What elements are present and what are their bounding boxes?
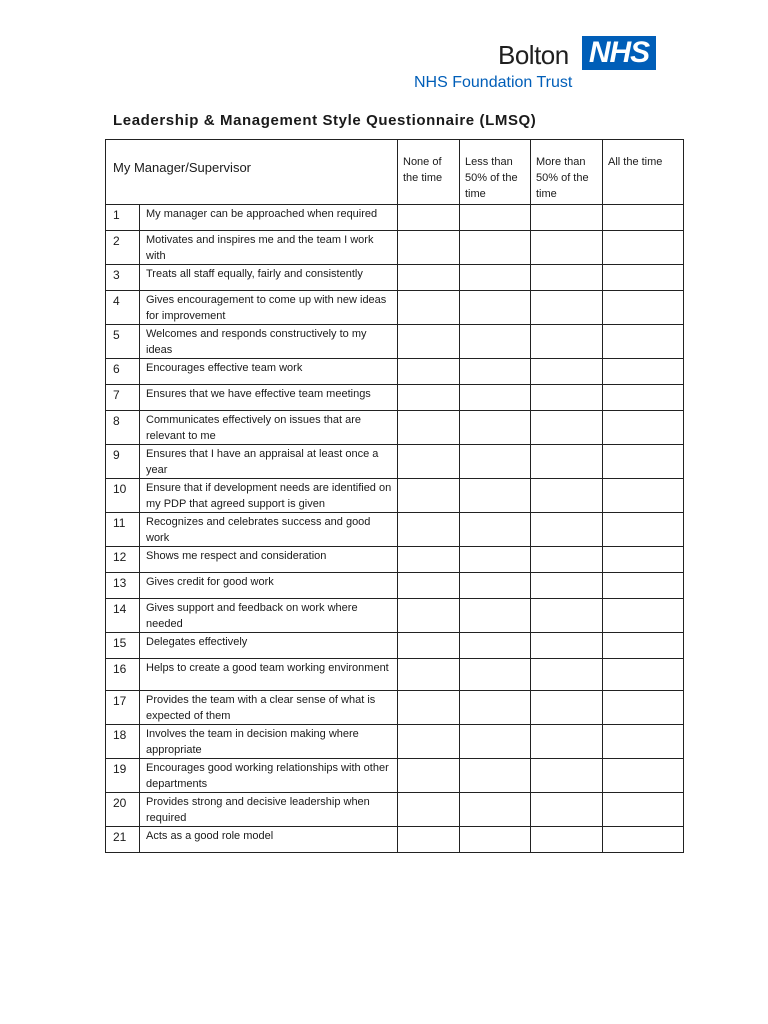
response-cell-more-than-50[interactable]: [531, 513, 603, 547]
response-cell-more-than-50[interactable]: [531, 725, 603, 759]
header-my-manager: My Manager/Supervisor: [106, 140, 398, 205]
response-cell-all-the-time[interactable]: [603, 759, 684, 793]
row-statement: Gives encouragement to come up with new ideas for improvement: [140, 291, 398, 325]
row-number: 21: [106, 827, 140, 853]
response-cell-all-the-time[interactable]: [603, 573, 684, 599]
row-number: 6: [106, 359, 140, 385]
response-cell-less-than-50[interactable]: [460, 265, 531, 291]
response-cell-all-the-time[interactable]: [603, 479, 684, 513]
table-row: [106, 205, 684, 231]
response-cell-more-than-50[interactable]: [531, 691, 603, 725]
row-statement: Gives support and feedback on work where needed: [140, 599, 398, 633]
response-cell-all-the-time[interactable]: [603, 547, 684, 573]
response-cell-all-the-time[interactable]: [603, 659, 684, 691]
row-statement: Ensure that if development needs are identified on my PDP that agreed support is given: [140, 479, 398, 513]
header-more-than-50: More than 50% of the time: [531, 140, 603, 205]
response-cell-less-than-50[interactable]: [460, 759, 531, 793]
row-number: 18: [106, 725, 140, 759]
response-cell-all-the-time[interactable]: [603, 691, 684, 725]
response-cell-all-the-time[interactable]: [603, 291, 684, 325]
response-cell-more-than-50[interactable]: [531, 759, 603, 793]
table-row: [106, 359, 684, 385]
row-number: 4: [106, 291, 140, 325]
response-cell-more-than-50[interactable]: [531, 827, 603, 853]
table-row: [106, 547, 684, 573]
logo-bolton-text: Bolton: [498, 40, 569, 70]
response-cell-more-than-50[interactable]: [531, 445, 603, 479]
table-header-row: [106, 140, 684, 205]
response-cell-all-the-time[interactable]: [603, 411, 684, 445]
table-row: [106, 291, 684, 325]
response-cell-all-the-time[interactable]: [603, 633, 684, 659]
row-statement: Involves the team in decision making where appropriate: [140, 725, 398, 759]
row-number: 16: [106, 659, 140, 691]
response-cell-none-of-the-time[interactable]: [398, 691, 460, 725]
header-all-the-time: All the time: [603, 140, 684, 205]
response-cell-none-of-the-time[interactable]: [398, 599, 460, 633]
row-number: 13: [106, 573, 140, 599]
response-cell-more-than-50[interactable]: [531, 573, 603, 599]
row-statement: Motivates and inspires me and the team I work with: [140, 231, 398, 265]
response-cell-all-the-time[interactable]: [603, 231, 684, 265]
response-cell-less-than-50[interactable]: [460, 445, 531, 479]
response-cell-less-than-50[interactable]: [460, 659, 531, 691]
response-cell-more-than-50[interactable]: [531, 231, 603, 265]
response-cell-more-than-50[interactable]: [531, 633, 603, 659]
response-cell-less-than-50[interactable]: [460, 513, 531, 547]
response-cell-all-the-time[interactable]: [603, 599, 684, 633]
response-cell-none-of-the-time[interactable]: [398, 547, 460, 573]
row-number: 8: [106, 411, 140, 445]
row-statement: Acts as a good role model: [140, 827, 398, 853]
response-cell-all-the-time[interactable]: [603, 725, 684, 759]
row-number: 9: [106, 445, 140, 479]
response-cell-less-than-50[interactable]: [460, 793, 531, 827]
table-row: [106, 231, 684, 265]
row-statement: Encourages effective team work: [140, 359, 398, 385]
response-cell-less-than-50[interactable]: [460, 573, 531, 599]
response-cell-none-of-the-time[interactable]: [398, 793, 460, 827]
response-cell-none-of-the-time[interactable]: [398, 325, 460, 359]
response-cell-more-than-50[interactable]: [531, 599, 603, 633]
row-number: 11: [106, 513, 140, 547]
row-number: 12: [106, 547, 140, 573]
row-statement: Communicates effectively on issues that are relevant to me: [140, 411, 398, 445]
row-number: 17: [106, 691, 140, 725]
response-cell-none-of-the-time[interactable]: [398, 231, 460, 265]
response-cell-all-the-time[interactable]: [603, 265, 684, 291]
row-statement: Treats all staff equally, fairly and consistently: [140, 265, 398, 291]
response-cell-less-than-50[interactable]: [460, 827, 531, 853]
response-cell-none-of-the-time[interactable]: [398, 573, 460, 599]
response-cell-all-the-time[interactable]: [603, 385, 684, 411]
table-row: [106, 479, 684, 513]
response-cell-more-than-50[interactable]: [531, 411, 603, 445]
response-cell-none-of-the-time[interactable]: [398, 291, 460, 325]
row-statement: My manager can be approached when required: [140, 205, 398, 231]
response-cell-none-of-the-time[interactable]: [398, 759, 460, 793]
row-number: 7: [106, 385, 140, 411]
response-cell-all-the-time[interactable]: [603, 827, 684, 853]
row-number: 2: [106, 231, 140, 265]
response-cell-more-than-50[interactable]: [531, 793, 603, 827]
table-row: [106, 325, 684, 359]
response-cell-none-of-the-time[interactable]: [398, 827, 460, 853]
row-number: 10: [106, 479, 140, 513]
response-cell-more-than-50[interactable]: [531, 479, 603, 513]
response-cell-less-than-50[interactable]: [460, 385, 531, 411]
row-statement: Encourages good working relationships with other departments: [140, 759, 398, 793]
table-row: [106, 793, 684, 827]
response-cell-more-than-50[interactable]: [531, 325, 603, 359]
page-title: Leadership & Management Style Questionnaire (LMSQ): [113, 112, 537, 129]
response-cell-less-than-50[interactable]: [460, 547, 531, 573]
row-statement: Gives credit for good work: [140, 573, 398, 599]
table-row: [106, 513, 684, 547]
row-statement: Shows me respect and consideration: [140, 547, 398, 573]
table-row: [106, 827, 684, 853]
row-statement: Ensures that I have an appraisal at least once a year: [140, 445, 398, 479]
response-cell-more-than-50[interactable]: [531, 265, 603, 291]
response-cell-all-the-time[interactable]: [603, 205, 684, 231]
row-statement: Delegates effectively: [140, 633, 398, 659]
nhs-badge: NHS: [582, 36, 656, 70]
response-cell-none-of-the-time[interactable]: [398, 445, 460, 479]
row-number: 20: [106, 793, 140, 827]
response-cell-more-than-50[interactable]: [531, 291, 603, 325]
response-cell-less-than-50[interactable]: [460, 291, 531, 325]
row-number: 3: [106, 265, 140, 291]
response-cell-more-than-50[interactable]: [531, 385, 603, 411]
table-row: [106, 633, 684, 659]
response-cell-none-of-the-time[interactable]: [398, 265, 460, 291]
response-cell-more-than-50[interactable]: [531, 659, 603, 691]
response-cell-less-than-50[interactable]: [460, 205, 531, 231]
table-row: [106, 725, 684, 759]
logo-trust-subtitle: NHS Foundation Trust: [414, 74, 573, 91]
row-statement: Ensures that we have effective team meetings: [140, 385, 398, 411]
response-cell-all-the-time[interactable]: [603, 359, 684, 385]
response-cell-none-of-the-time[interactable]: [398, 513, 460, 547]
table-row: [106, 265, 684, 291]
table-row: [106, 599, 684, 633]
row-number: 14: [106, 599, 140, 633]
header-less-than-50: Less than 50% of the time: [460, 140, 531, 205]
response-cell-less-than-50[interactable]: [460, 599, 531, 633]
row-statement: Provides strong and decisive leadership when required: [140, 793, 398, 827]
response-cell-none-of-the-time[interactable]: [398, 359, 460, 385]
response-cell-less-than-50[interactable]: [460, 411, 531, 445]
response-cell-more-than-50[interactable]: [531, 205, 603, 231]
response-cell-less-than-50[interactable]: [460, 479, 531, 513]
row-statement: Provides the team with a clear sense of what is expected of them: [140, 691, 398, 725]
table-row: [106, 411, 684, 445]
response-cell-none-of-the-time[interactable]: [398, 411, 460, 445]
response-cell-less-than-50[interactable]: [460, 231, 531, 265]
questionnaire-table: [105, 139, 684, 853]
response-cell-none-of-the-time[interactable]: [398, 205, 460, 231]
response-cell-more-than-50[interactable]: [531, 547, 603, 573]
table-row: [106, 445, 684, 479]
response-cell-none-of-the-time[interactable]: [398, 659, 460, 691]
response-cell-less-than-50[interactable]: [460, 359, 531, 385]
response-cell-all-the-time[interactable]: [603, 513, 684, 547]
response-cell-none-of-the-time[interactable]: [398, 479, 460, 513]
response-cell-none-of-the-time[interactable]: [398, 633, 460, 659]
response-cell-less-than-50[interactable]: [460, 725, 531, 759]
response-cell-less-than-50[interactable]: [460, 633, 531, 659]
row-number: 5: [106, 325, 140, 359]
response-cell-none-of-the-time[interactable]: [398, 385, 460, 411]
table-row: [106, 385, 684, 411]
nhs-logo: [410, 34, 660, 94]
table-row: [106, 573, 684, 599]
response-cell-none-of-the-time[interactable]: [398, 725, 460, 759]
table-row: [106, 691, 684, 725]
row-statement: Recognizes and celebrates success and good work: [140, 513, 398, 547]
response-cell-all-the-time[interactable]: [603, 325, 684, 359]
response-cell-more-than-50[interactable]: [531, 359, 603, 385]
response-cell-all-the-time[interactable]: [603, 793, 684, 827]
response-cell-less-than-50[interactable]: [460, 325, 531, 359]
row-number: 19: [106, 759, 140, 793]
row-statement: Welcomes and responds constructively to my ideas: [140, 325, 398, 359]
row-statement: Helps to create a good team working environment: [140, 659, 398, 691]
row-number: 15: [106, 633, 140, 659]
table-row: [106, 659, 684, 691]
header-none-of-the-time: None of the time: [398, 140, 460, 205]
response-cell-all-the-time[interactable]: [603, 445, 684, 479]
response-cell-less-than-50[interactable]: [460, 691, 531, 725]
table-row: [106, 759, 684, 793]
row-number: 1: [106, 205, 140, 231]
